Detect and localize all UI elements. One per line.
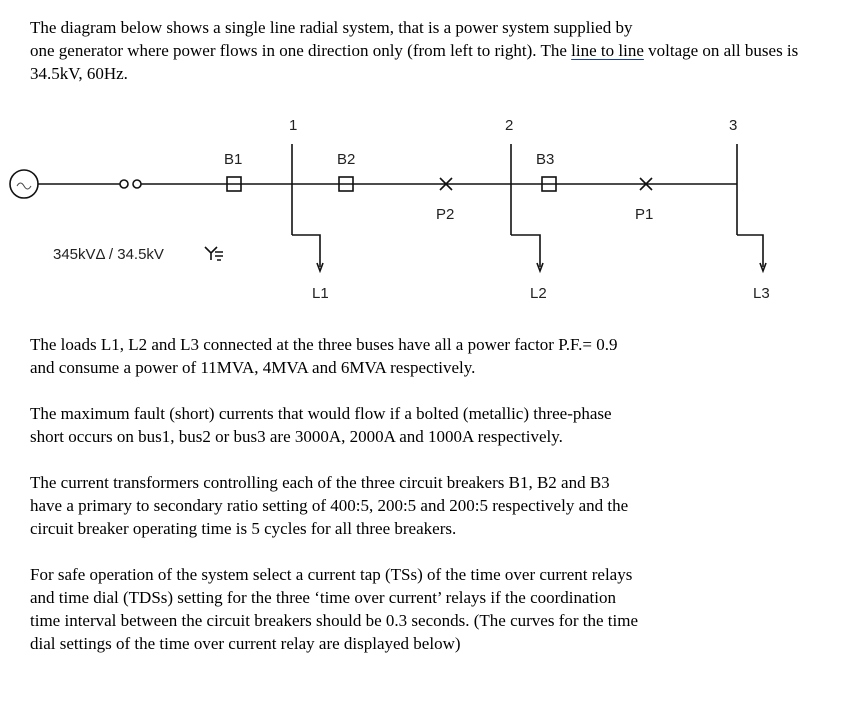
fault-label-p1: P1 bbox=[635, 206, 654, 223]
wye-ground-icon bbox=[205, 247, 223, 260]
breaker-label-b3: B3 bbox=[536, 151, 555, 168]
transformer-rating-label: 345kVΔ / 34.5kV bbox=[53, 246, 164, 263]
paragraph-fault-currents: The maximum fault (short) currents that would flow if a bolted (metallic) three-phase short occurs on bus1, bus2 or bus3 are 3000A, 2000A and 1000A respectively. bbox=[30, 404, 612, 446]
load-label-l3: L3 bbox=[753, 285, 770, 302]
load-l1-feeder bbox=[292, 235, 323, 271]
intro-line-3: voltage on all buses is 34.5kV, 60Hz. bbox=[30, 41, 799, 83]
line-to-line-link[interactable]: line to line bbox=[571, 41, 644, 60]
paragraph-current-transformers: The current transformers controlling each of the three circuit breakers B1, B2 and B3 have a primary to secondary ratio setting of 400:5, 200:5 and 200:5 respectively and the circuit breaker operating time is 5 cycles for all three breakers. bbox=[30, 473, 629, 538]
bus-number-2: 2 bbox=[505, 117, 514, 134]
breaker-label-b2: B2 bbox=[337, 151, 356, 168]
load-l2-feeder bbox=[511, 235, 543, 271]
intro-paragraph bbox=[30, 16, 820, 85]
load-l3-feeder bbox=[737, 235, 766, 271]
intro-line-1: The diagram below shows a single line radial system, that is a power system supplied by bbox=[30, 18, 633, 37]
load-label-l2: L2 bbox=[530, 285, 547, 302]
breaker-label-b1: B1 bbox=[224, 151, 243, 168]
fault-label-p2: P2 bbox=[436, 206, 455, 223]
paragraph-task: For safe operation of the system select a current tap (TSs) of the time over current relays and time dial (TDSs) setting for the three ‘time over current’ relays if the coordination time interval between the circuit breakers should be 0.3 seconds. (The curves for the time dial settings of the time over current relay are displayed below) bbox=[30, 565, 639, 653]
transformer-icon bbox=[117, 180, 144, 188]
intro-line-2: one generator where power flows in one direction only (from left to right). The bbox=[30, 41, 567, 60]
single-line-diagram bbox=[0, 110, 843, 310]
bus-number-1: 1 bbox=[289, 117, 298, 134]
bus-number-3: 3 bbox=[729, 117, 738, 134]
load-label-l1: L1 bbox=[312, 285, 329, 302]
paragraph-loads: The loads L1, L2 and L3 connected at the three buses have all a power factor P.F.= 0.9 and consume a power of 11MVA, 4MVA and 6MVA respectively. bbox=[30, 335, 618, 377]
generator-icon bbox=[10, 170, 38, 198]
